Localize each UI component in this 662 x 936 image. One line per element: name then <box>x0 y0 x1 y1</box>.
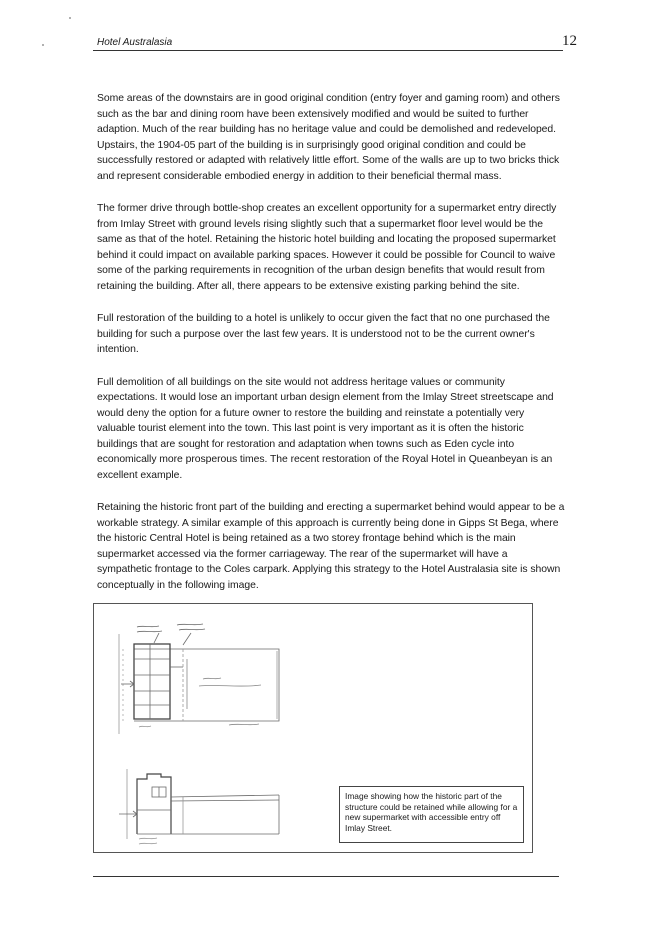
header-rule <box>93 50 563 51</box>
concept-sketch-figure <box>93 603 533 853</box>
paragraph-downstairs-condition: Some areas of the downstairs are in good original condition (entry foyer and gaming room) and others such as the bar and dining room have been extensively modified and would be suited to further adaption. Much of the rear building has no heritage value and could be demolished and redeveloped. Upstairs, the 1904-05 part of the building is in surprisingly good original condition and could be successfully restored or adapted with relatively little effort. Some of the walls are up to two bricks thick and represent considerable embodied energy in addition to their beneficial thermal mass. <box>97 93 560 182</box>
paragraph-full-demolition: Full demolition of all buildings on the site would not address heritage values or community expectations. It would lose an important urban design element from the Imlay Street streetscape and would deny the option for a future owner to restore the building and reinstate a potentially very valuable tourist element into the town. This last point is very important as it is often the historic buildings that are sought for restoration and adaptation when towns such as Eden cycle into economically more prosperous times. The recent restoration of the Royal Hotel in Queanbeyan is an excellent example. <box>97 376 554 481</box>
paragraph-full-restoration: Full restoration of the building to a hotel is unlikely to occur given the fact that no one purchased the building for such a purpose over the last few years. It is understood not to be the current owner's intention. <box>97 313 550 355</box>
paragraph-bottle-shop-entry: The former drive through bottle-shop creates an excellent opportunity for a supermarket entry directly from Imlay Street with ground levels rising slightly such that a supermarket floor level would be the same as that of the hotel. Retaining the historic hotel building and locating the proposed supermarket behind it could impact on available parking spaces. However it could be possible for Council to waive some of the parking requirements in recognition of the urban design benefits that would result from retaining the building. After all, there appears to be extensive existing parking behind the site. <box>97 203 557 292</box>
footer-rule <box>93 876 559 877</box>
page-number: 12 <box>562 33 577 49</box>
body-text <box>97 91 565 610</box>
paragraph-retain-front: Retaining the historic front part of the building and erecting a supermarket behind would appear to be a workable strategy. A similar example of this approach is currently being done in Gipps St Bega, where the historic Central Hotel is being retained as a two storey frontage behind which is the main supermarket accessed via the former carriageway. The rear of the supermarket will have a sympathetic frontage to the Coles carpark. Applying this strategy to the Hotel Australasia site is shown conceptually in the following image. <box>97 502 565 591</box>
scan-speck <box>69 17 71 19</box>
figure-caption: Image showing how the historic part of the structure could be retained while allowing for a new supermarket with accessible entry off Imlay Street. <box>339 786 524 843</box>
scan-speck <box>42 44 44 46</box>
running-header-title: Hotel Australasia <box>97 37 173 48</box>
